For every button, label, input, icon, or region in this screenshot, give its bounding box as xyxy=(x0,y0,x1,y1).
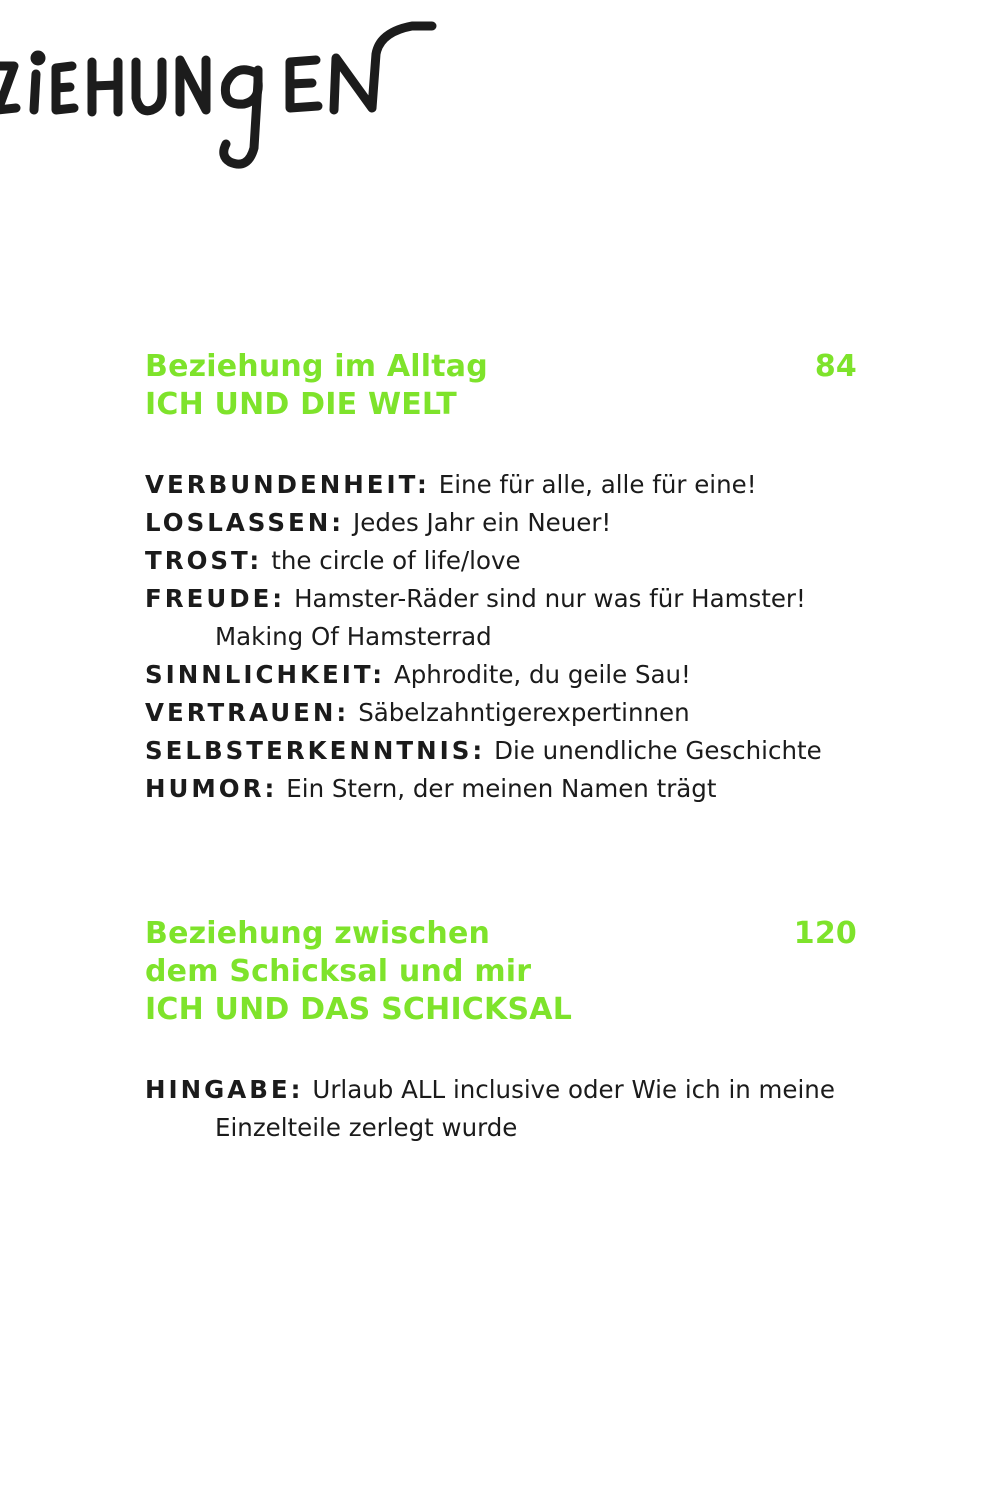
entry-text: Ein Stern, der meinen Namen trägt xyxy=(286,774,717,803)
entry-label: TROST: xyxy=(145,546,263,575)
page-number: 120 xyxy=(793,916,857,951)
entry-text: Hamster-Räder sind nur was für Hamster! xyxy=(294,584,806,613)
entry-text: Jedes Jahr ein Neuer! xyxy=(353,508,612,537)
entry-text: Urlaub ALL inclusive oder Wie ich in meine xyxy=(312,1075,835,1104)
section-header xyxy=(145,915,857,1029)
section-title: Beziehung im Alltag xyxy=(145,349,488,384)
section-subtitle: ICH UND DAS SCHICKSAL xyxy=(145,992,573,1027)
section-title-line-2: dem Schicksal und mir xyxy=(145,954,532,989)
toc-entry xyxy=(145,770,857,808)
entry-text: Eine für alle, alle für eine! xyxy=(438,470,757,499)
entry-label: VERBUNDENHEIT: xyxy=(145,470,430,499)
toc-entry xyxy=(145,580,857,656)
toc-entry xyxy=(145,466,857,504)
entry-list xyxy=(145,466,857,808)
entry-text: Säbelzahntigerexpertinnen xyxy=(358,698,690,727)
entry-continuation: Making Of Hamsterrad xyxy=(215,622,492,651)
entry-label: FREUDE: xyxy=(145,584,286,613)
page-number: 84 xyxy=(814,349,857,384)
toc-entry xyxy=(145,542,857,580)
entry-continuation: Einzelteile zerlegt wurde xyxy=(215,1113,518,1142)
entry-label: LOSLASSEN: xyxy=(145,508,345,537)
toc-entry xyxy=(145,732,857,770)
toc-entry xyxy=(145,1071,857,1147)
entry-text: Aphrodite, du geile Sau! xyxy=(394,660,691,689)
entry-label: HINGABE: xyxy=(145,1075,304,1104)
toc-entry xyxy=(145,694,857,732)
section-header xyxy=(145,348,857,424)
section-title-block xyxy=(145,348,488,424)
section-subtitle: ICH UND DIE WELT xyxy=(145,387,457,422)
entry-label: SINNLICHKEIT: xyxy=(145,660,385,689)
entry-text: the circle of life/love xyxy=(271,546,521,575)
entry-label: VERTRAUEN: xyxy=(145,698,350,727)
toc-section-alltag xyxy=(145,348,857,808)
entry-text: Die unendliche Geschichte xyxy=(494,736,822,765)
section-title-block xyxy=(145,915,572,1029)
entry-list xyxy=(145,1071,857,1147)
toc-entry xyxy=(145,504,857,542)
section-title: Beziehung zwischen xyxy=(145,916,491,951)
toc-section-schicksal xyxy=(145,915,857,1147)
entry-label: SELBSTERKENNTNIS: xyxy=(145,736,486,765)
handwritten-title xyxy=(0,10,450,170)
entry-label: HUMOR: xyxy=(145,774,278,803)
toc-entry xyxy=(145,656,857,694)
